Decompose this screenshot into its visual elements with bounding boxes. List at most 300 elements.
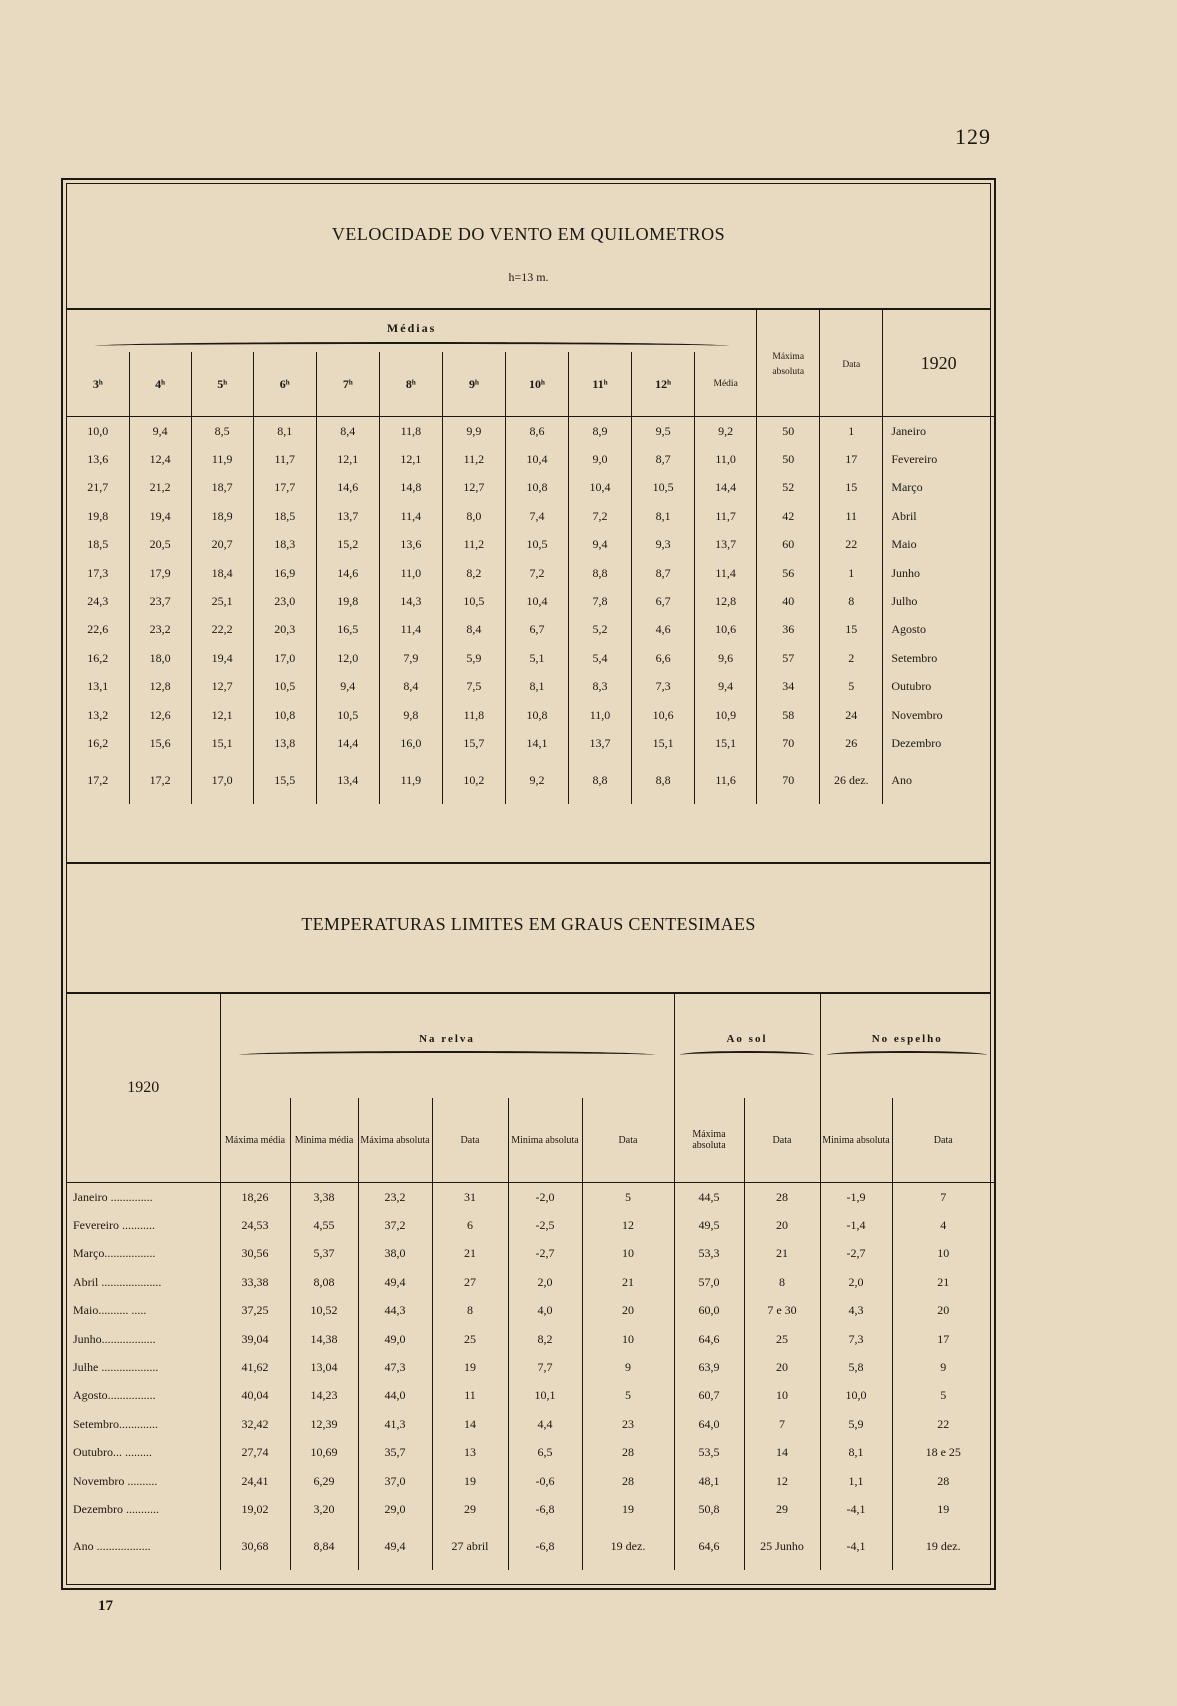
table-cell: 2,0	[508, 1268, 582, 1296]
table-cell: 57,0	[674, 1268, 744, 1296]
hour-column-header: 10ʰ	[505, 352, 568, 417]
table-row	[67, 729, 994, 757]
hour-column-header: 9ʰ	[442, 352, 505, 417]
table-cell: 7,3	[632, 673, 695, 701]
table-cell: 20,5	[129, 531, 191, 559]
table-cell: 10,6	[695, 616, 757, 644]
table-cell: 12,6	[129, 701, 191, 729]
table-cell: 17,2	[129, 758, 191, 804]
table-cell: 8	[820, 587, 883, 615]
table-cell: -4,1	[820, 1495, 892, 1523]
table-cell: 5,8	[820, 1353, 892, 1381]
table-cell: 10,1	[508, 1382, 582, 1410]
table-cell: 15,7	[442, 729, 505, 757]
table-cell: 8,4	[379, 673, 442, 701]
table-cell: 49,4	[358, 1524, 432, 1570]
wind-table-subtitle: h=13 m.	[508, 270, 549, 284]
table-cell: 9,0	[569, 445, 632, 473]
table-cell: 49,0	[358, 1325, 432, 1353]
table-cell: 58	[757, 701, 820, 729]
table-cell: 10,5	[253, 673, 316, 701]
table-cell: 15,1	[191, 729, 253, 757]
table-cell: 4	[892, 1211, 994, 1239]
table-cell: 13,7	[569, 729, 632, 757]
table-cell: 11,8	[442, 701, 505, 729]
table-row	[67, 1524, 994, 1570]
month-label: Janeiro ..............	[73, 1189, 153, 1204]
table-cell: 18,3	[253, 531, 316, 559]
table-cell: 30,68	[220, 1524, 290, 1570]
temp-column-header: Data	[432, 1098, 508, 1183]
brace	[680, 1051, 813, 1059]
table-cell: 17,9	[129, 559, 191, 587]
table-cell: 6	[432, 1211, 508, 1239]
month-label: Dezembro	[883, 729, 994, 757]
table-cell: 1,1	[820, 1467, 892, 1495]
table-row	[67, 616, 994, 644]
table-cell: 9,4	[695, 673, 757, 701]
medias-label: Médias	[386, 321, 437, 335]
table-cell: 4,6	[632, 616, 695, 644]
month-label: Julho	[883, 587, 994, 615]
table-cell: 9,4	[569, 531, 632, 559]
table-cell: 10	[892, 1240, 994, 1268]
table-cell: 24,53	[220, 1211, 290, 1239]
table-cell: 9,2	[505, 758, 568, 804]
month-label: Abril ....................	[73, 1274, 162, 1289]
table-cell: 22	[892, 1410, 994, 1438]
table-cell: 18,5	[87, 537, 109, 552]
table-cell: -2,7	[508, 1240, 582, 1268]
table-cell: 14,4	[316, 729, 379, 757]
table-cell: 12,4	[129, 445, 191, 473]
month-label: Janeiro	[883, 417, 994, 446]
table-cell: 10,4	[569, 474, 632, 502]
table-row	[67, 1268, 994, 1296]
table-cell: 23	[582, 1410, 674, 1438]
table-cell: 21	[432, 1240, 508, 1268]
table-cell: 64,6	[674, 1524, 744, 1570]
table-cell: 4,55	[290, 1211, 358, 1239]
table-cell: 14	[432, 1410, 508, 1438]
table-cell: 28	[892, 1467, 994, 1495]
month-label: Março	[883, 474, 994, 502]
table-cell: 25,1	[191, 587, 253, 615]
table-cell: 25	[432, 1325, 508, 1353]
table-cell: 22,2	[191, 616, 253, 644]
table-cell: 60,7	[674, 1382, 744, 1410]
table-cell: 10,5	[316, 701, 379, 729]
table-cell: 13,6	[87, 452, 109, 467]
table-cell: 17	[892, 1325, 994, 1353]
table-cell: 48,1	[674, 1467, 744, 1495]
table-cell: 19	[432, 1467, 508, 1495]
table-cell: 7,2	[569, 502, 632, 530]
table-cell: 10,4	[505, 587, 568, 615]
table-row	[67, 445, 994, 473]
table-cell: 1	[820, 559, 883, 587]
table-cell: 19 dez.	[892, 1524, 994, 1570]
date-header	[820, 310, 883, 417]
table-cell: -2,7	[820, 1240, 892, 1268]
table-cell: 17,7	[253, 474, 316, 502]
table-cell: 17,2	[87, 773, 109, 788]
table-cell: 40,04	[220, 1382, 290, 1410]
table-cell: 49,4	[358, 1268, 432, 1296]
table-cell: 3,38	[290, 1183, 358, 1212]
table-cell: 19	[892, 1495, 994, 1523]
table-cell: 26	[820, 729, 883, 757]
table-cell: 5	[582, 1382, 674, 1410]
table-cell: 15,2	[316, 531, 379, 559]
month-label: Junho..................	[73, 1331, 156, 1346]
table-cell: 7,4	[505, 502, 568, 530]
table-cell: 8,1	[632, 502, 695, 530]
hour-column-header: 3ʰ	[92, 376, 103, 391]
page-number: 129	[955, 124, 991, 149]
wind-speed-table	[67, 310, 994, 804]
month-label: Ano ..................	[73, 1539, 151, 1554]
table-cell: 12,1	[379, 445, 442, 473]
table-cell: 7,3	[820, 1325, 892, 1353]
table-cell: 7,2	[505, 559, 568, 587]
table-cell: 21	[892, 1268, 994, 1296]
year-header: 1920	[127, 1079, 160, 1096]
table-cell: 12,39	[290, 1410, 358, 1438]
table-cell: 11,0	[569, 701, 632, 729]
month-label: Maio	[883, 531, 994, 559]
table-cell: 12	[744, 1467, 820, 1495]
table-cell: 11,0	[379, 559, 442, 587]
table-cell: 33,38	[220, 1268, 290, 1296]
table-cell: 15,1	[632, 729, 695, 757]
table-cell: 11,7	[253, 445, 316, 473]
table-cell: 15	[820, 474, 883, 502]
table-cell: 70	[757, 729, 820, 757]
table-cell: 10,0	[820, 1382, 892, 1410]
table-row	[67, 417, 994, 446]
table-cell: 5,37	[290, 1240, 358, 1268]
table-cell: 44,3	[358, 1297, 432, 1325]
month-label: Dezembro ...........	[73, 1501, 159, 1516]
table-cell: 15,1	[695, 729, 757, 757]
table-cell: 17,0	[191, 758, 253, 804]
table-cell: 10,8	[505, 701, 568, 729]
table-cell: 4,4	[508, 1410, 582, 1438]
table-cell: 56	[757, 559, 820, 587]
temp-table-title: TEMPERATURAS LIMITES EM GRAUS CENTESIMAES	[301, 914, 756, 934]
table-cell: 12,1	[316, 445, 379, 473]
table-cell: 4,3	[820, 1297, 892, 1325]
table-cell: 17,0	[253, 644, 316, 672]
table-cell: 22,6	[87, 622, 109, 637]
table-cell: 57	[757, 644, 820, 672]
table-cell: 17,3	[87, 565, 109, 580]
table-cell: 50	[757, 445, 820, 473]
table-cell: 8,2	[508, 1325, 582, 1353]
table-cell: 23,2	[358, 1183, 432, 1212]
table-cell: 10	[582, 1240, 674, 1268]
table-cell: 24,3	[87, 594, 109, 609]
table-cell: 13,7	[695, 531, 757, 559]
month-label: Agosto................	[73, 1388, 156, 1403]
table-cell: 4,0	[508, 1297, 582, 1325]
footer-signature-number: 17	[98, 1598, 113, 1614]
table-row	[67, 1353, 994, 1381]
table-cell: 47,3	[358, 1353, 432, 1381]
table-row	[67, 673, 994, 701]
table-row	[67, 1211, 994, 1239]
table-cell: 18,26	[220, 1183, 290, 1212]
table-cell: 7,7	[508, 1353, 582, 1381]
group-label: Na relva	[419, 1033, 475, 1045]
medias-group-header	[67, 310, 757, 352]
table-cell: 12,7	[442, 474, 505, 502]
table-cell: 6,7	[505, 616, 568, 644]
table-cell: 13	[432, 1439, 508, 1467]
table-cell: 11,4	[379, 616, 442, 644]
table-cell: 31	[432, 1183, 508, 1212]
table-cell: 20	[892, 1297, 994, 1325]
table-cell: 9,4	[316, 673, 379, 701]
table-cell: 8,8	[632, 758, 695, 804]
table-cell: 52	[757, 474, 820, 502]
table-cell: 28	[582, 1467, 674, 1495]
table-cell: 37,0	[358, 1467, 432, 1495]
table-cell: 1	[820, 417, 883, 446]
table-cell: 64,6	[674, 1325, 744, 1353]
table-cell: 10,9	[695, 701, 757, 729]
wind-table-title: VELOCIDADE DO VENTO EM QUILOMETROS	[331, 224, 726, 244]
table-cell: 21,2	[129, 474, 191, 502]
table-cell: 29	[744, 1495, 820, 1523]
table-cell: 8,1	[820, 1439, 892, 1467]
table-cell: 9,9	[442, 417, 505, 446]
table-cell: 9,6	[695, 644, 757, 672]
temp-column-header: Máxima média	[220, 1098, 290, 1183]
table-cell: 29	[432, 1495, 508, 1523]
temp-column-header: Data	[892, 1098, 994, 1183]
temperature-limits-table	[67, 994, 994, 1570]
table-cell: 20	[744, 1211, 820, 1239]
table-cell: 23,2	[129, 616, 191, 644]
table-cell: 70	[757, 758, 820, 804]
month-label: Novembro ..........	[73, 1473, 158, 1488]
month-label: Fevereiro ...........	[73, 1218, 155, 1233]
temp-column-header: Máxima absoluta	[674, 1098, 744, 1183]
table-cell: 13,4	[316, 758, 379, 804]
table-cell: 8,1	[505, 673, 568, 701]
table-cell: 8,7	[632, 559, 695, 587]
table-cell: -2,0	[508, 1183, 582, 1212]
table-row	[67, 1297, 994, 1325]
table-cell: 25 Junho	[744, 1524, 820, 1570]
table-cell: 9	[582, 1353, 674, 1381]
divider	[67, 862, 990, 864]
table-cell: 3,20	[290, 1495, 358, 1523]
table-cell: 24,41	[220, 1467, 290, 1495]
month-label: Outubro... .........	[73, 1445, 152, 1460]
hour-column-header: 11ʰ	[569, 352, 632, 417]
table-cell: 9,2	[695, 417, 757, 446]
table-cell: 13,2	[87, 707, 109, 722]
table-cell: 10,2	[442, 758, 505, 804]
table-cell: 6,29	[290, 1467, 358, 1495]
table-cell: 11,8	[379, 417, 442, 446]
temp-column-header: Data	[744, 1098, 820, 1183]
table-cell: 19 dez.	[582, 1524, 674, 1570]
table-cell: 20,7	[191, 531, 253, 559]
table-cell: 10,0	[87, 423, 109, 438]
table-cell: 12,7	[191, 673, 253, 701]
table-cell: 44,0	[358, 1382, 432, 1410]
table-row	[67, 587, 994, 615]
table-cell: 9,8	[379, 701, 442, 729]
media-column-header: Média	[695, 352, 757, 417]
hour-column-header: 7ʰ	[316, 352, 379, 417]
table-cell: 11,9	[379, 758, 442, 804]
table-cell: 15	[820, 616, 883, 644]
table-cell: 35,7	[358, 1439, 432, 1467]
table-cell: 10,5	[632, 474, 695, 502]
table-cell: 20,3	[253, 616, 316, 644]
group-header-espelho	[820, 994, 994, 1098]
table-cell: 42	[757, 502, 820, 530]
brace	[827, 1051, 987, 1059]
table-cell: 25	[744, 1325, 820, 1353]
table-cell: 8,4	[316, 417, 379, 446]
table-cell: 10,52	[290, 1297, 358, 1325]
temp-column-header: Data	[582, 1098, 674, 1183]
table-cell: 15,6	[129, 729, 191, 757]
table-cell: 13,04	[290, 1353, 358, 1381]
table-cell: 8,7	[632, 445, 695, 473]
table-cell: 5,4	[569, 644, 632, 672]
table-cell: 6,5	[508, 1439, 582, 1467]
table-cell: 53,3	[674, 1240, 744, 1268]
month-label: Abril	[883, 502, 994, 530]
table-cell: 50,8	[674, 1495, 744, 1523]
table-cell: 19	[432, 1353, 508, 1381]
table-cell: 11,9	[191, 445, 253, 473]
table-cell: -6,8	[508, 1524, 582, 1570]
table-cell: 18,4	[191, 559, 253, 587]
table-cell: 18,7	[191, 474, 253, 502]
table-cell: 19,8	[87, 508, 109, 523]
frame-inner	[66, 183, 991, 1585]
table-cell: 11	[820, 502, 883, 530]
table-cell: 7	[744, 1410, 820, 1438]
table-cell: 5,9	[820, 1410, 892, 1438]
table-cell: 8,84	[290, 1524, 358, 1570]
table-cell: 60	[757, 531, 820, 559]
table-cell: 10,6	[632, 701, 695, 729]
table-cell: 15,5	[253, 758, 316, 804]
table-cell: 16,5	[316, 616, 379, 644]
hour-column-header: 5ʰ	[191, 352, 253, 417]
temp-column-header: Minima absoluta	[820, 1098, 892, 1183]
table-cell: 23,7	[129, 587, 191, 615]
table-cell: 12,1	[191, 701, 253, 729]
table-cell: 8	[432, 1297, 508, 1325]
hour-column-header: 8ʰ	[379, 352, 442, 417]
table-cell: 5	[582, 1183, 674, 1212]
table-cell: 50	[757, 417, 820, 446]
table-cell: 16,2	[87, 650, 109, 665]
brace	[95, 342, 729, 350]
table-cell: 30,56	[220, 1240, 290, 1268]
table-cell: 9,4	[129, 417, 191, 446]
table-cell: 14,6	[316, 474, 379, 502]
table-cell: 53,5	[674, 1439, 744, 1467]
year-header: 1920	[883, 310, 994, 417]
table-row	[67, 474, 994, 502]
table-cell: 16,9	[253, 559, 316, 587]
table-cell: 12	[582, 1211, 674, 1239]
table-cell: 5	[892, 1382, 994, 1410]
hour-column-header: 6ʰ	[253, 352, 316, 417]
table-cell: 8,4	[442, 616, 505, 644]
table-cell: 7	[892, 1183, 994, 1212]
table-row	[67, 644, 994, 672]
table-cell: 8,8	[569, 559, 632, 587]
table-cell: 2,0	[820, 1268, 892, 1296]
table-cell: 11,2	[442, 445, 505, 473]
date-label: Data	[842, 359, 861, 370]
table-cell: 6,6	[632, 644, 695, 672]
table-cell: 10,8	[505, 474, 568, 502]
table-row	[67, 559, 994, 587]
table-cell: 28	[744, 1183, 820, 1212]
table-cell: 23,0	[253, 587, 316, 615]
table-cell: 37,25	[220, 1297, 290, 1325]
table-cell: 27,74	[220, 1439, 290, 1467]
table-cell: 2	[820, 644, 883, 672]
table-cell: 34	[757, 673, 820, 701]
month-label: Março.................	[73, 1246, 156, 1261]
table-cell: 24	[820, 701, 883, 729]
table-cell: 7,8	[569, 587, 632, 615]
table-cell: 11,4	[379, 502, 442, 530]
table-cell: 5,9	[442, 644, 505, 672]
group-label: Ao sol	[726, 1033, 768, 1045]
table-cell: 26 dez.	[820, 758, 883, 804]
table-cell: 8,08	[290, 1268, 358, 1296]
table-row	[67, 1439, 994, 1467]
table-row	[67, 1183, 994, 1212]
table-cell: 21	[744, 1240, 820, 1268]
month-label: Junho	[883, 559, 994, 587]
table-cell: 6,7	[632, 587, 695, 615]
table-cell: 63,9	[674, 1353, 744, 1381]
table-cell: 11,0	[695, 445, 757, 473]
table-cell: 8,2	[442, 559, 505, 587]
group-header-relva	[220, 994, 674, 1098]
hour-column-header: 12ʰ	[632, 352, 695, 417]
table-cell: -0,6	[508, 1467, 582, 1495]
table-cell: 11,2	[442, 531, 505, 559]
table-row	[67, 531, 994, 559]
temp-column-header: Máxima absoluta	[358, 1098, 432, 1183]
max-abs-label: Máxima absoluta	[772, 352, 805, 377]
table-row	[67, 1382, 994, 1410]
table-row	[67, 1325, 994, 1353]
table-cell: 60,0	[674, 1297, 744, 1325]
month-label: Agosto	[883, 616, 994, 644]
table-cell: 8,8	[569, 758, 632, 804]
table-row	[67, 701, 994, 729]
table-cell: 14	[744, 1439, 820, 1467]
